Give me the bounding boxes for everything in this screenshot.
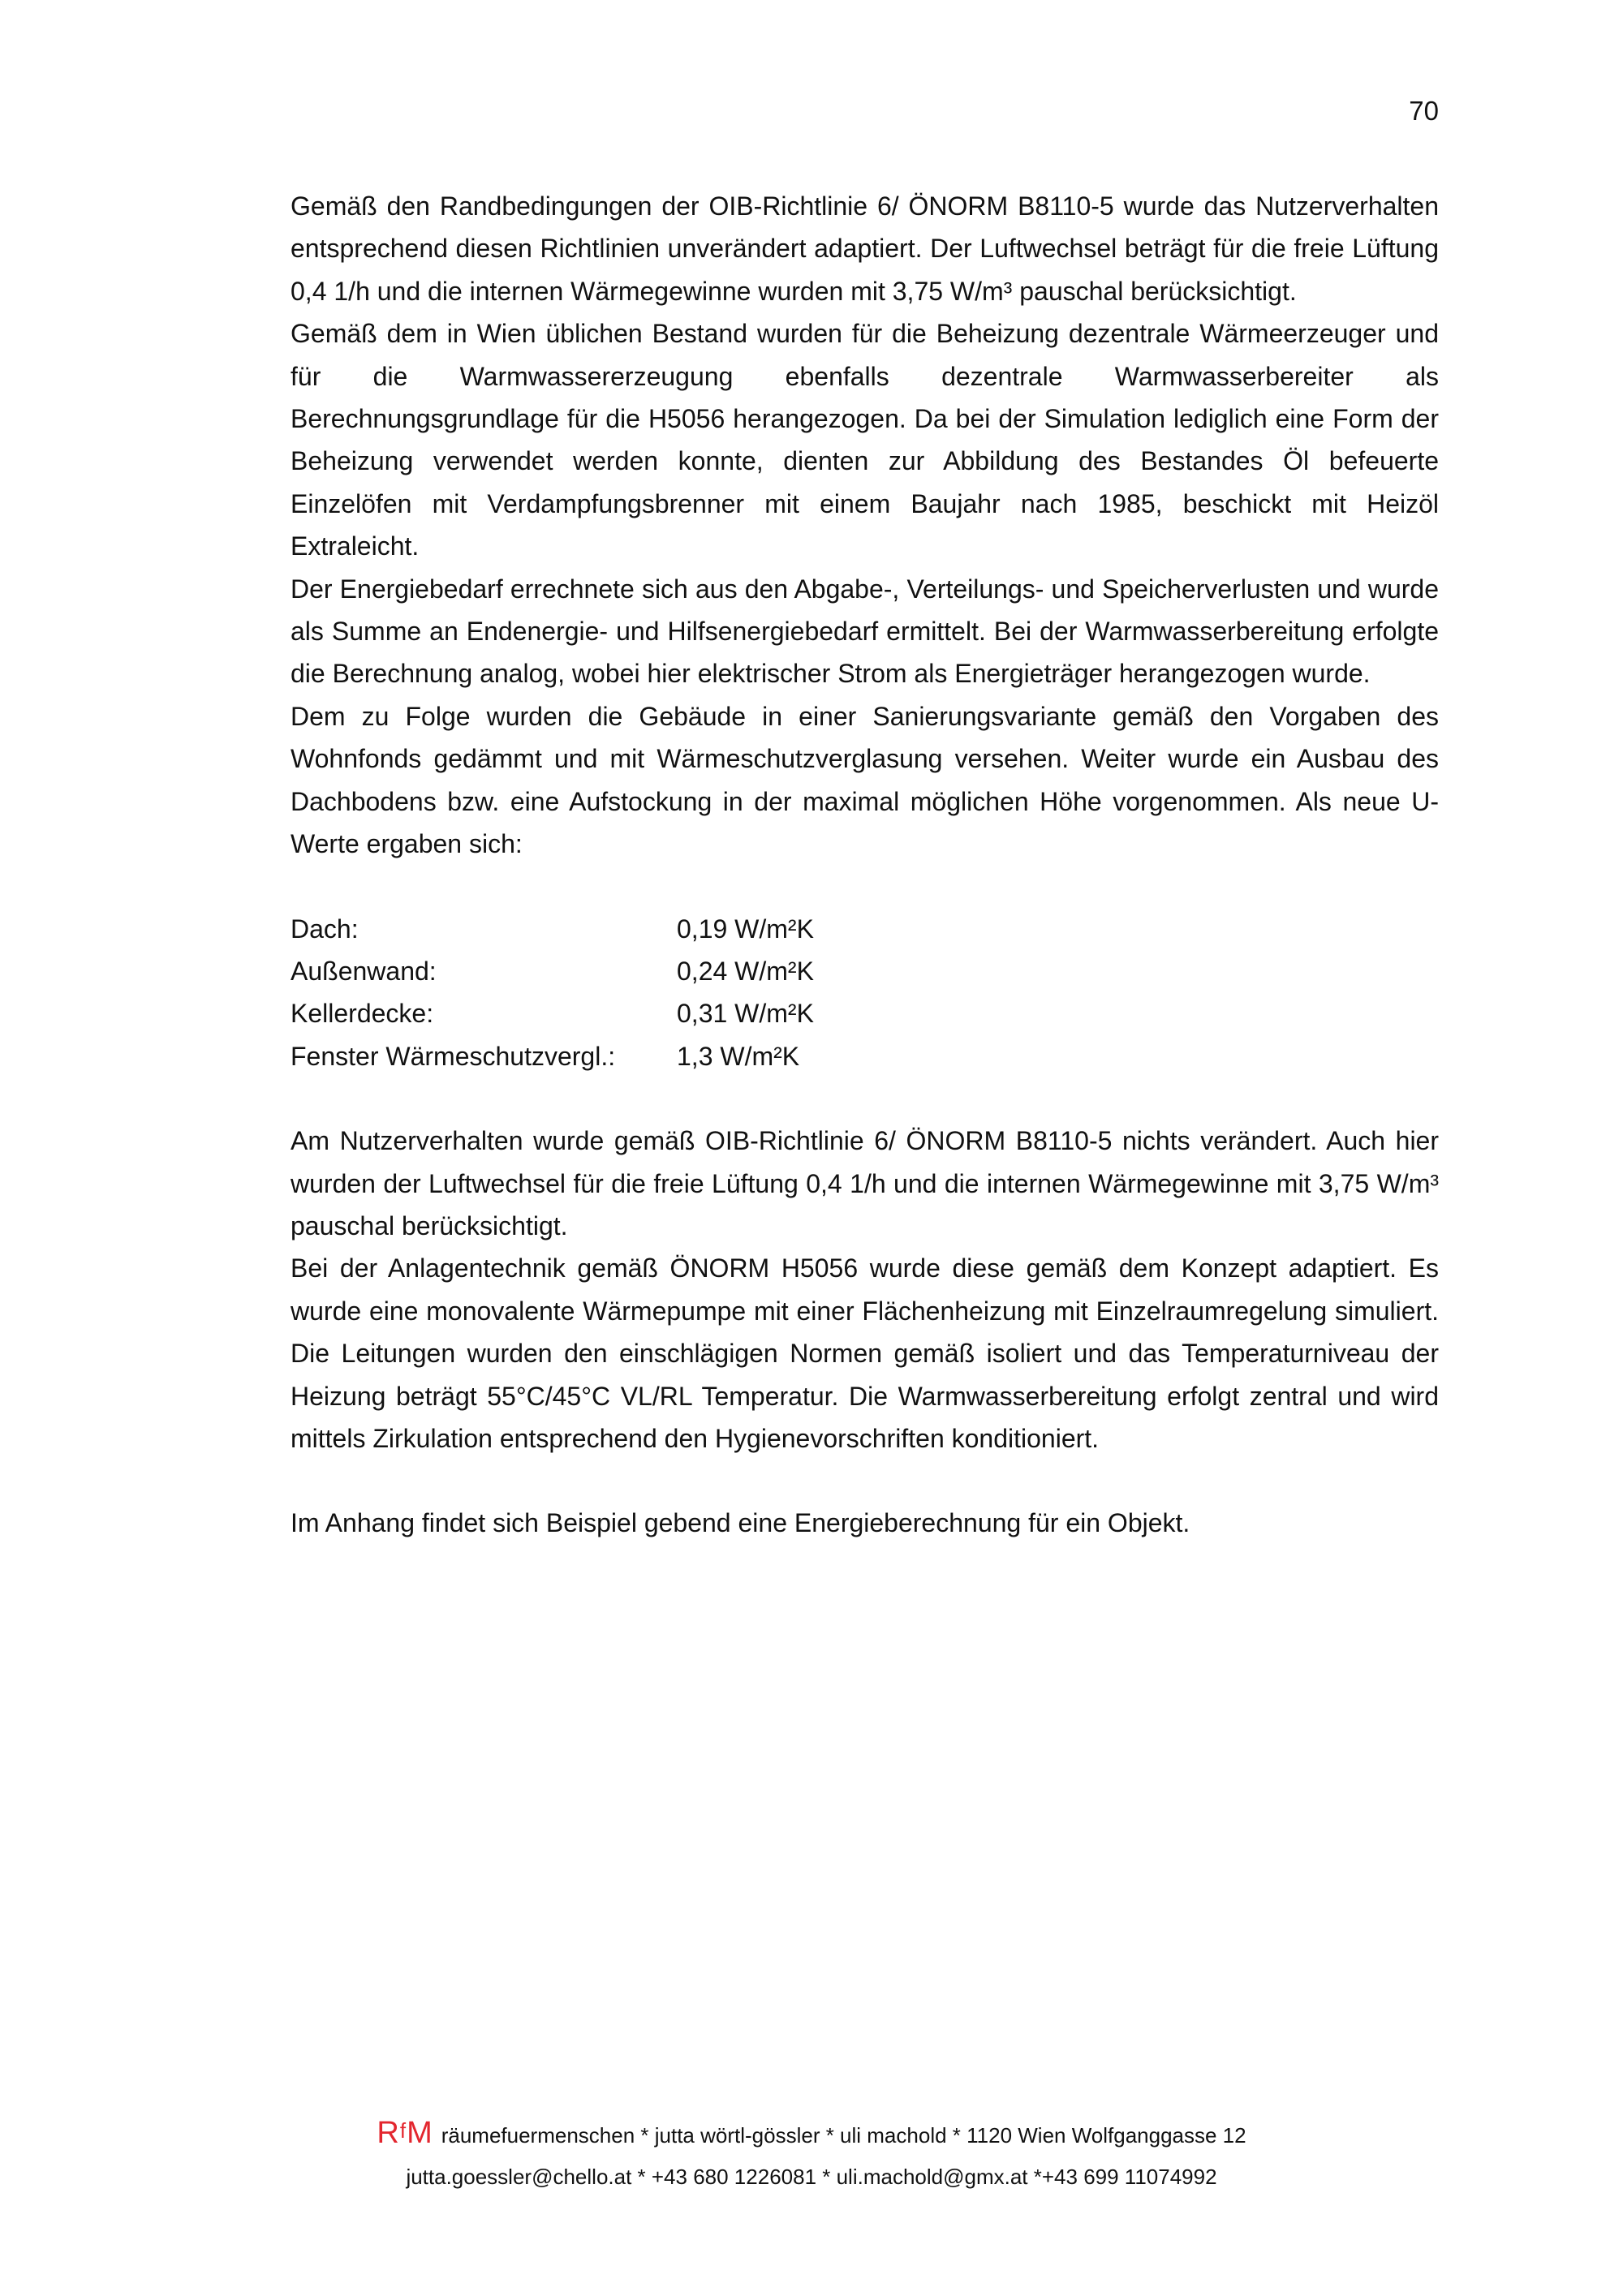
paragraph-anlagentechnik: Bei der Anlagentechnik gemäß ÖNORM H5056 wurde diese gemäß dem Konzept adaptiert. Es wurde eine monovalente Wärmepumpe mit einer Flächenheizung mit Einzelraumregelung simuliert. Die Leitungen wurden den einschlägigen Normen gemäß isoliert und das Temperaturniveau der Heizung beträgt 55°C/45°C VL/RL Temperatur. Die Warmwasserbereitung erfolgt zentral und wird mittels Zirkulation entsprechend den Hygienevorschriften konditioniert.	[291, 1253, 1439, 1453]
u-value-row	[291, 950, 1439, 992]
u-value: 1,3 W/m²K	[677, 1041, 800, 1071]
u-value: 0,19 W/m²K	[677, 914, 814, 944]
u-value-row	[291, 1035, 1439, 1077]
u-value-row	[291, 908, 1439, 950]
paragraph-nutzerverhalten-saniert: Am Nutzerverhalten wurde gemäß OIB-Richtlinie 6/ ÖNORM B8110-5 nichts verändert. Auch hier wurden der Luftwechsel für die freie Lüftung 0,4 1/h und die internen Wärmegewinne mit 3,75 W/m³ pauschal berücksichtigt.	[291, 1126, 1439, 1240]
footer	[0, 2116, 1623, 2190]
paragraph-nutzerverhalten: Gemäß den Randbedingungen der OIB-Richtlinie 6/ ÖNORM B8110-5 wurde das Nutzerverhalten entsprechend diesen Richtlinien unverändert adaptiert. Der Luftwechsel beträgt für die freie Lüftung 0,4 1/h und die internen Wärmegewinne wurden mit 3,75 W/m³ pauschal berücksichtigt.	[291, 191, 1439, 306]
u-value-label: Dach:	[291, 914, 359, 944]
logo-letter-f: f	[399, 2118, 407, 2143]
u-value: 0,24 W/m²K	[677, 956, 814, 986]
paragraph-anhang: Im Anhang findet sich Beispiel gebend eine Energieberechnung für ein Objekt.	[291, 1508, 1190, 1538]
u-value-label: Fenster Wärmeschutzvergl.:	[291, 1041, 616, 1071]
paragraph-sanierungsvariante: Dem zu Folge wurden die Gebäude in einer Sanierungsvariante gemäß den Vorgaben des Wohnfonds gedämmt und mit Wärmeschutzverglasung versehen. Weiter wurde ein Ausbau des Dachbodens bzw. eine Aufstockung in der maximal möglichen Höhe vorgenommen. Als neue U-Werte ergaben sich:	[291, 701, 1439, 859]
footer-contact-text: jutta.goessler@chello.at * +43 680 1226081 * uli.machold@gmx.at *+43 699 11074992	[406, 2165, 1217, 2189]
footer-address-text: räumefuermenschen * jutta wörtl-gössler * uli machold * 1120 Wien Wolfganggasse 12	[441, 2123, 1246, 2148]
u-values-list	[291, 908, 1439, 1078]
u-value-label: Außenwand:	[291, 956, 437, 986]
rfm-logo	[377, 2116, 433, 2151]
main-content	[291, 185, 1439, 1545]
u-value-label: Kellerdecke:	[291, 999, 434, 1029]
footer-line-address	[0, 2116, 1623, 2161]
paragraph-energiebedarf: Der Energiebedarf errechnete sich aus den Abgabe-, Verteilungs- und Speicherverlusten und wurde als Summe an Endenergie- und Hilfsenergiebedarf ermittelt. Bei der Warmwasserbereitung erfolgte die Berechnung analog, wobei hier elektrischer Strom als Energieträger herangezogen wurde.	[291, 574, 1439, 689]
paragraph-bestand-beheizung: Gemäß dem in Wien üblichen Bestand wurden für die Beheizung dezentrale Wärmeerzeuger und für die Warmwassererzeugung ebenfalls dezentrale Warmwasserbereiter als Berechnungsgrundlage für die H5056 herangezogen. Da bei der Simulation lediglich eine Form der Beheizung verwendet werden konnte, dienten zur Abbildung des Bestandes Öl befeuerte Einzelöfen mit Verdampfungsbrenner mit einem Baujahr nach 1985, beschickt mit Heizöl Extraleicht.	[291, 319, 1439, 561]
u-value: 0,31 W/m²K	[677, 999, 814, 1029]
logo-letter-r: R	[377, 2116, 400, 2150]
u-value-row	[291, 992, 1439, 1034]
logo-letter-m: M	[407, 2116, 433, 2150]
page-number: 70	[1409, 96, 1439, 126]
